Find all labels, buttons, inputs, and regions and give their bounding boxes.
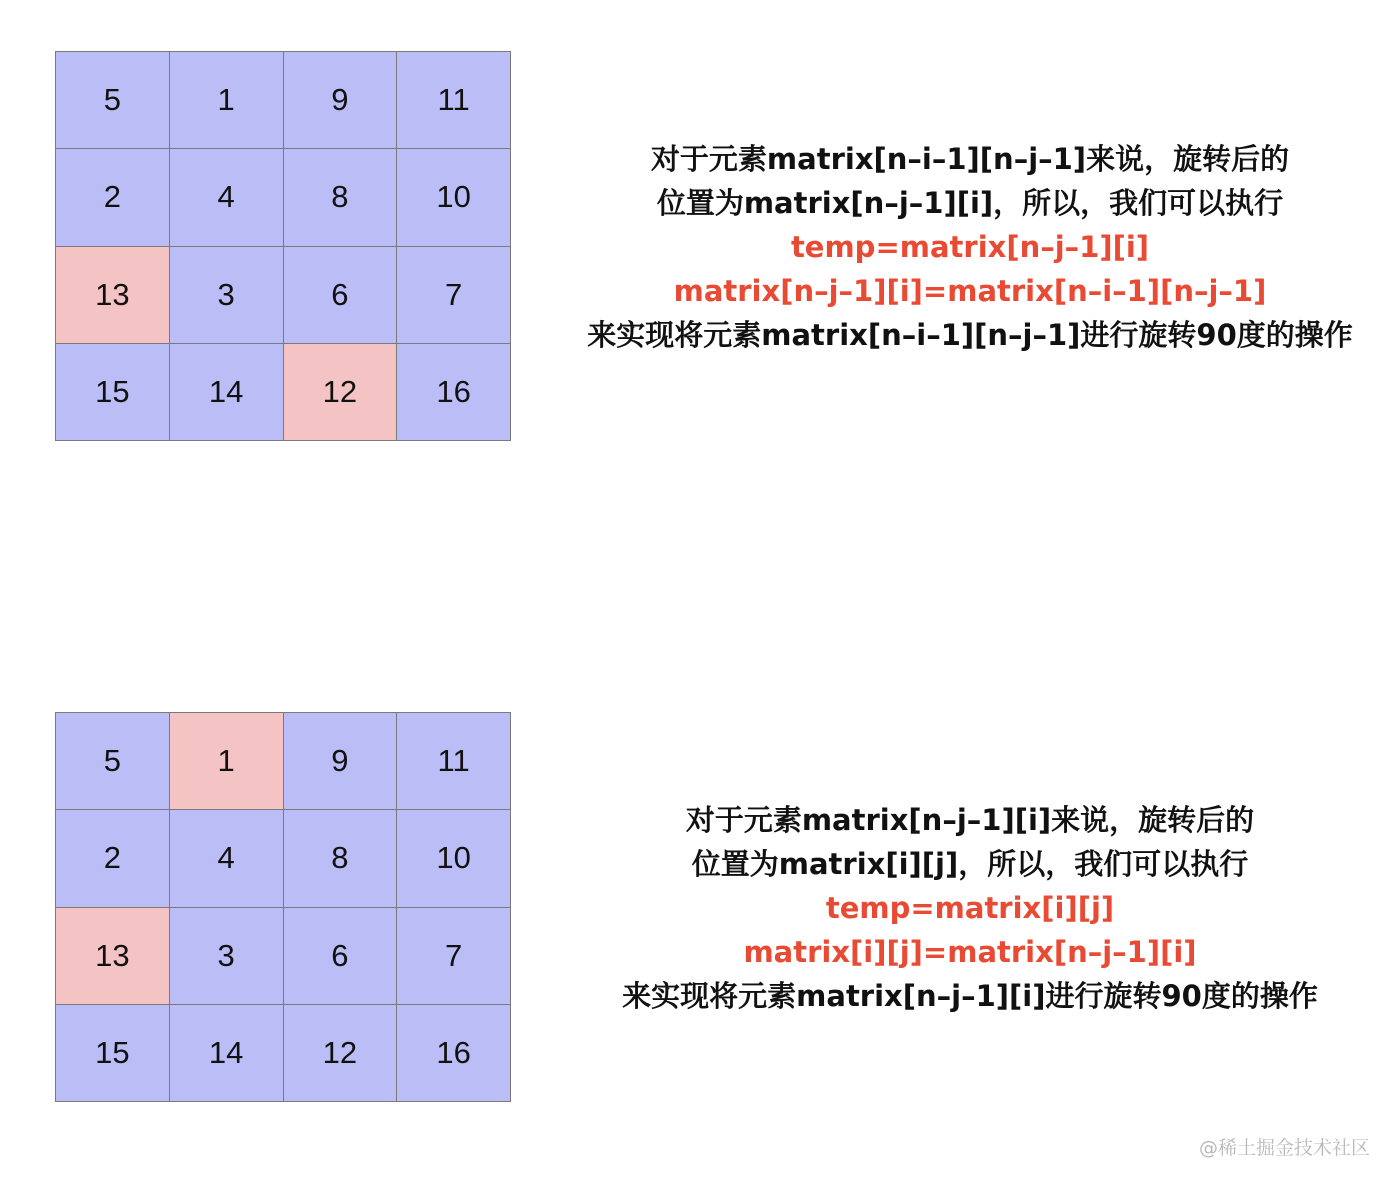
matrix-cell: 4 — [170, 149, 283, 245]
matrix-cell: 10 — [397, 810, 510, 906]
matrix-cell-highlighted: 13 — [56, 908, 169, 1004]
matrix-cell: 15 — [56, 1005, 169, 1101]
explanation-line: 来实现将元素matrix[n–i–1][n–j–1]进行旋转90度的操作 — [587, 318, 1353, 352]
explanation-text-1 — [560, 137, 1380, 357]
matrix-cell: 5 — [56, 713, 169, 809]
matrix-cell: 7 — [397, 908, 510, 1004]
matrix-cell: 1 — [170, 52, 283, 148]
matrix-cell: 9 — [284, 713, 397, 809]
matrix-cell: 2 — [56, 810, 169, 906]
matrix-cell: 10 — [397, 149, 510, 245]
matrix-cell: 6 — [284, 908, 397, 1004]
matrix-cell: 8 — [284, 810, 397, 906]
matrix-cell: 14 — [170, 344, 283, 440]
matrix-cell: 11 — [397, 713, 510, 809]
matrix-cell: 2 — [56, 149, 169, 245]
matrix-cell: 6 — [284, 247, 397, 343]
matrix-cell: 9 — [284, 52, 397, 148]
code-line: matrix[i][j]=matrix[n–j–1][i] — [743, 935, 1197, 969]
code-line: temp=matrix[n–j–1][i] — [790, 230, 1150, 264]
matrix-cell: 15 — [56, 344, 169, 440]
explanation-line: 位置为matrix[i][j]，所以，我们可以执行 — [691, 847, 1249, 881]
matrix-cell: 3 — [170, 247, 283, 343]
matrix-cell: 7 — [397, 247, 510, 343]
matrix-cell: 11 — [397, 52, 510, 148]
matrix-cell: 8 — [284, 149, 397, 245]
matrix-cell: 4 — [170, 810, 283, 906]
code-line: matrix[n–j–1][i]=matrix[n–i–1][n–j–1] — [673, 274, 1267, 308]
explanation-line: 位置为matrix[n–j–1][i]，所以，我们可以执行 — [656, 186, 1284, 220]
matrix-cell: 14 — [170, 1005, 283, 1101]
matrix-grid-1 — [55, 51, 511, 441]
matrix-cell: 5 — [56, 52, 169, 148]
watermark: @稀土掘金技术社区 — [1198, 1137, 1370, 1159]
code-line: temp=matrix[i][j] — [825, 891, 1115, 925]
explanation-text-2 — [560, 798, 1380, 1018]
matrix-grid-2 — [55, 712, 511, 1102]
matrix-cell: 12 — [284, 1005, 397, 1101]
matrix-cell: 3 — [170, 908, 283, 1004]
matrix-cell: 16 — [397, 1005, 510, 1101]
matrix-cell-highlighted: 12 — [284, 344, 397, 440]
matrix-cell: 16 — [397, 344, 510, 440]
matrix-cell-highlighted: 1 — [170, 713, 283, 809]
matrix-cell-highlighted: 13 — [56, 247, 169, 343]
explanation-line: 对于元素matrix[n–j–1][i]来说，旋转后的 — [685, 803, 1255, 837]
explanation-line: 对于元素matrix[n–i–1][n–j–1]来说，旋转后的 — [650, 142, 1290, 176]
explanation-line: 来实现将元素matrix[n–j–1][i]进行旋转90度的操作 — [622, 979, 1318, 1013]
